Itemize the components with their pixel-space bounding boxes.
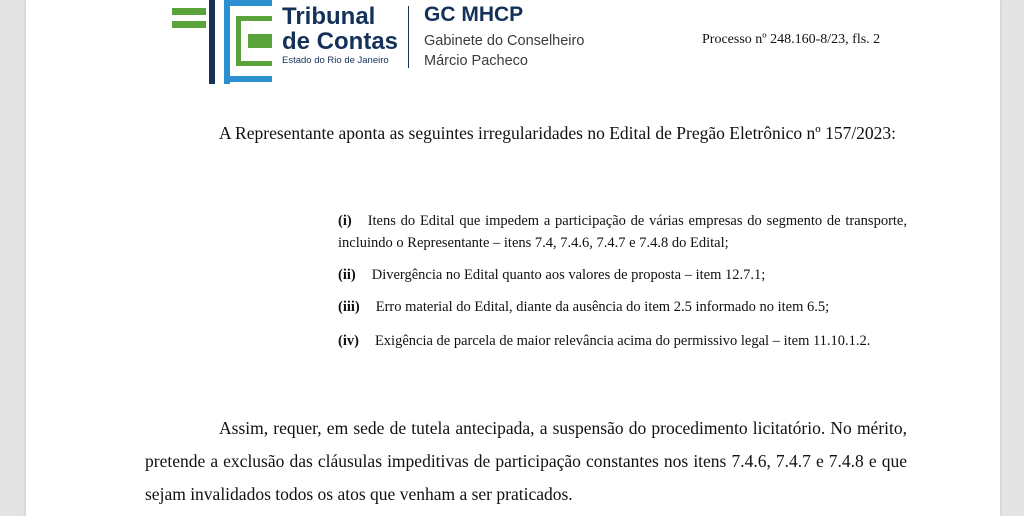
list-item-number: (iv) — [338, 333, 359, 349]
office-title: GC MHCP — [424, 3, 524, 26]
list-item-number: (ii) — [338, 267, 356, 283]
conclusion-paragraph: Assim, requer, em sede de tutela antecipada, a suspensão do procedimento licitatório. No mérito, pretende a exclusão das cláusulas impeditivas de participação constantes nos itens 7.4.6, 7.4.7 e 7.4.8 e que sejam invalidados todos os atos que venham a ser praticados. — [145, 418, 907, 504]
list-item-number: (iii) — [338, 299, 360, 315]
org-name-line1: Tribunal — [282, 3, 376, 30]
document-page — [26, 0, 1000, 516]
org-name-line2: de Contas — [282, 28, 399, 55]
list-item-text: Exigência de parcela de maior relevância acima do permissivo legal – item 11.10.1.2. — [374, 333, 871, 349]
office-subtitle — [424, 31, 584, 71]
list-item-text: Divergência no Edital quanto aos valores de proposta – item 12.7.1; — [371, 267, 766, 283]
org-name — [282, 4, 398, 54]
tcerj-emblem-icon — [172, 0, 280, 84]
org-subtitle: Estado do Rio de Janeiro — [282, 55, 389, 66]
office-subtitle-line2: Márcio Pacheco — [424, 53, 528, 69]
list-item-text: Itens do Edital que impedem a participação de várias empresas do segmento de transporte, incluindo o Representante – itens 7.4, 7.4.6, 7.4.7 e 7.4.8 do Edital; — [338, 213, 907, 251]
tcerj-logo — [172, 0, 612, 84]
office-subtitle-line1: Gabinete do Conselheiro — [424, 33, 585, 49]
list-item — [338, 330, 907, 352]
list-item-number: (i) — [338, 213, 352, 229]
list-item — [338, 210, 907, 254]
process-number: Processo nº 248.160-8/23, fls. 2 — [702, 32, 881, 47]
list-item-text: Erro material do Edital, diante da ausência do item 2.5 informado no item 6.5; — [375, 299, 830, 315]
header-divider — [408, 6, 409, 68]
list-item — [338, 296, 907, 318]
intro-paragraph: A Representante aponta as seguintes irregularidades no Edital de Pregão Eletrônico nº 157/2023: — [219, 123, 897, 143]
list-item — [338, 264, 907, 286]
